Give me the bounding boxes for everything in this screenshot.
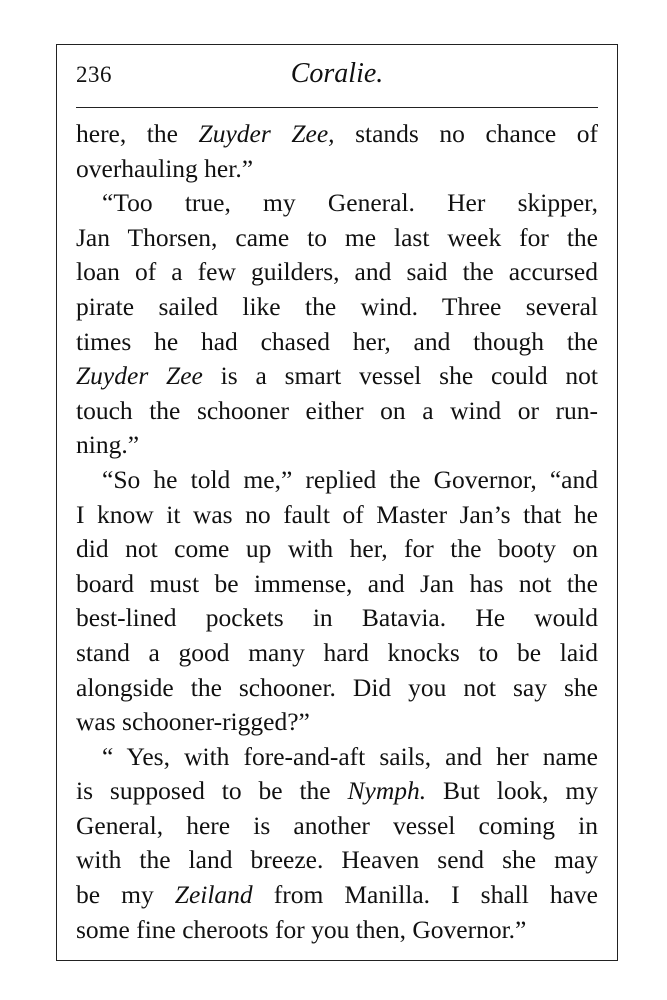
text-line — [76, 394, 598, 429]
page-header — [76, 56, 598, 96]
text-line — [76, 705, 598, 740]
text-segment: alongside the schooner. Did you not say she — [76, 672, 598, 702]
text-segment: be my — [76, 880, 175, 910]
text-segment: “Too true, my General. Her skipper, — [102, 188, 598, 218]
text-line — [76, 740, 598, 775]
text-segment: is a smart vessel she could not — [202, 361, 599, 391]
text-segment: ning.” — [76, 430, 140, 460]
text-line — [76, 152, 598, 187]
text-segment: some fine cheroots for you then, Governor.” — [76, 914, 527, 944]
text-segment: touch the schooner either on a wind or run- — [76, 395, 598, 425]
text-line — [76, 428, 598, 463]
italic-text: Zuyder Zee, — [198, 119, 335, 148]
text-segment: overhauling her.” — [76, 153, 254, 183]
text-line — [76, 843, 598, 878]
text-segment: is supposed to be the — [76, 776, 348, 806]
text-segment: with the land breeze. Heaven send she may — [76, 845, 598, 875]
italic-text: Zeiland — [174, 880, 253, 910]
text-line — [76, 221, 598, 256]
text-line — [76, 671, 598, 706]
text-segment: “ Yes, with fore-and-aft sails, and her name — [102, 741, 598, 771]
page-number: 236 — [76, 62, 112, 87]
text-segment: best-lined pockets in Batavia. He would — [76, 603, 598, 633]
text-segment: But look, my — [426, 776, 598, 806]
text-segment: did not come up with her, for the booty on — [76, 534, 598, 564]
text-line — [76, 913, 598, 948]
text-line — [76, 878, 598, 913]
text-line — [76, 290, 598, 325]
text-line — [76, 809, 598, 844]
text-line — [76, 498, 598, 533]
text-line — [76, 636, 598, 671]
text-line — [76, 325, 598, 360]
text-segment: General, here is another vessel coming in — [76, 810, 598, 840]
text-line — [76, 359, 598, 394]
text-line — [76, 601, 598, 636]
header-rule — [76, 107, 598, 108]
text-line — [76, 774, 598, 809]
text-segment: stand a good many hard knocks to be laid — [76, 637, 598, 667]
text-segment: board must be immense, and Jan has not the — [76, 568, 598, 598]
body-text — [76, 117, 598, 947]
italic-text: Nymph. — [347, 776, 427, 806]
text-segment: Jan Thorsen, came to me last week for the — [76, 222, 598, 252]
italic-text: Zuyder Zee — [76, 361, 203, 391]
text-segment: pirate sailed like the wind. Three several — [76, 291, 598, 321]
text-line — [76, 117, 598, 152]
text-segment: was schooner-rigged?” — [76, 707, 310, 737]
text-segment: from Manilla. I shall have — [252, 880, 599, 910]
text-segment: “So he told me,” replied the Governor, “and — [102, 464, 598, 494]
text-line — [76, 186, 598, 221]
running-title: Coralie. — [290, 58, 384, 89]
text-line — [76, 463, 598, 498]
text-line — [76, 532, 598, 567]
text-segment: loan of a few guilders, and said the accursed — [76, 257, 598, 287]
text-line — [76, 567, 598, 602]
text-segment: I know it was no fault of Master Jan’s that he — [76, 499, 598, 529]
text-segment: times he had chased her, and though the — [76, 326, 598, 356]
text-segment: stands no chance of — [334, 119, 599, 148]
text-line — [76, 255, 598, 290]
text-segment: here, the — [76, 119, 199, 148]
